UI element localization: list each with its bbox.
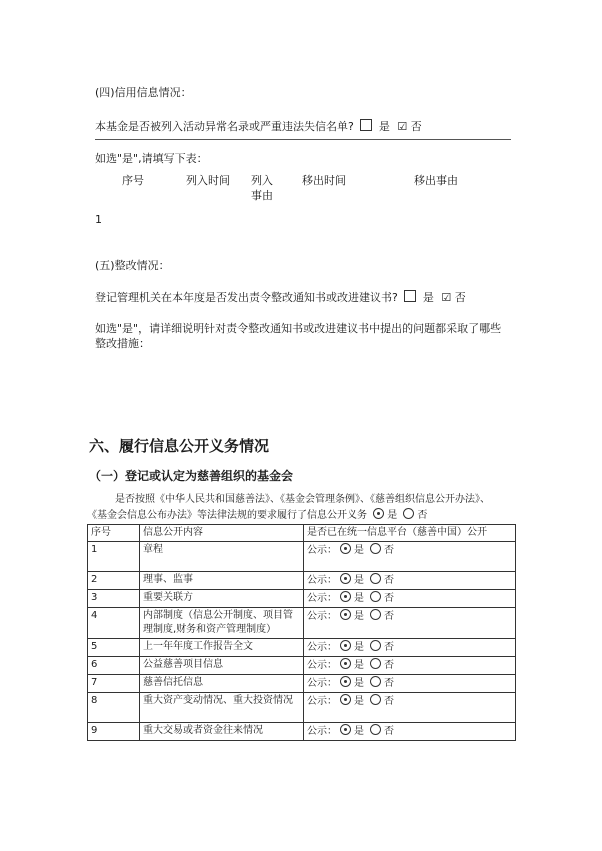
status-yes-label: 是 <box>354 611 364 622</box>
table-row <box>88 572 516 590</box>
section6-subtitle: （一）登记或认定为慈善组织的基金会 <box>89 469 294 483</box>
divider <box>95 139 511 140</box>
row-status <box>304 693 516 723</box>
row-status <box>304 572 516 590</box>
table-row <box>88 657 516 675</box>
row-content: 重大交易或者资金往来情况 <box>140 723 304 741</box>
credit-yes-checkbox[interactable] <box>360 119 372 131</box>
row-status <box>304 723 516 741</box>
status-prefix: 公示： <box>307 611 337 622</box>
credit-question: 本基金是否被列入活动异常名录或严重违法失信名单? <box>95 120 354 133</box>
rectification-question: 登记管理机关在本年度是否发出责令整改通知书或改进建议书? <box>95 291 398 304</box>
section6-title: 六、履行信息公开义务情况 <box>89 437 270 455</box>
credit-col-removed-reason: 移出事由 <box>414 174 458 187</box>
row-status <box>304 657 516 675</box>
status-yes-label: 是 <box>354 575 364 586</box>
row-content: 公益慈善项目信息 <box>140 657 304 675</box>
status-no-label: 否 <box>384 660 394 671</box>
rectification-no-check-icon[interactable]: ☑ <box>441 291 452 304</box>
table-row <box>88 590 516 608</box>
row-status <box>304 608 516 639</box>
row-no: 6 <box>88 657 140 675</box>
row-status <box>304 639 516 657</box>
table-body <box>88 542 516 741</box>
rectification-heading: (五)整改情况： <box>95 259 170 272</box>
status-yes-radio[interactable] <box>340 694 351 705</box>
intro-no-label: 否 <box>417 510 428 521</box>
status-no-label: 否 <box>384 642 394 653</box>
row-no: 2 <box>88 572 140 590</box>
rectification-note-line1: 如选"是"，请详细说明针对责令整改通知书或改进建议书中提出的问题都采取了哪些 <box>95 322 502 335</box>
credit-col-listed: 列入 <box>251 174 273 187</box>
credit-no-check-icon[interactable]: ☑ <box>397 120 408 133</box>
intro-yes-label: 是 <box>387 510 398 521</box>
status-no-radio[interactable] <box>370 658 381 669</box>
credit-row-index: 1 <box>95 213 102 226</box>
rectification-note-line2: 整改措施： <box>95 337 150 350</box>
credit-no-label: 否 <box>410 120 422 133</box>
status-prefix: 公示： <box>307 726 337 737</box>
row-content: 上一年年度工作报告全文 <box>140 639 304 657</box>
intro-yes-radio[interactable] <box>373 508 384 519</box>
status-no-label: 否 <box>384 611 394 622</box>
section6-intro-line2-wrap <box>87 508 427 523</box>
credit-col-listed-time: 列入时间 <box>186 174 230 187</box>
row-status <box>304 590 516 608</box>
status-yes-label: 是 <box>354 545 364 556</box>
credit-question-line <box>95 119 422 134</box>
status-no-label: 否 <box>384 575 394 586</box>
row-content: 理事、监事 <box>140 572 304 590</box>
col-header-no: 序号 <box>88 525 140 542</box>
status-no-radio[interactable] <box>370 543 381 554</box>
table-row <box>88 542 516 572</box>
status-no-radio[interactable] <box>370 694 381 705</box>
intro-no-radio[interactable] <box>403 508 414 519</box>
status-no-label: 否 <box>384 696 394 707</box>
table-row <box>88 608 516 639</box>
status-yes-label: 是 <box>354 696 364 707</box>
table-row <box>88 639 516 657</box>
row-no: 9 <box>88 723 140 741</box>
status-no-radio[interactable] <box>370 609 381 620</box>
row-no: 7 <box>88 675 140 693</box>
rectification-no-label: 否 <box>454 291 466 304</box>
section6-intro-line1: 是否按照《中华人民共和国慈善法》、《基金会管理条例》、《慈善组织信息公开办法》、 <box>115 494 490 505</box>
credit-col-index: 序号 <box>122 174 144 187</box>
status-no-label: 否 <box>384 726 394 737</box>
row-content: 慈善信托信息 <box>140 675 304 693</box>
row-no: 4 <box>88 608 140 639</box>
status-yes-radio[interactable] <box>340 573 351 584</box>
status-prefix: 公示： <box>307 642 337 653</box>
status-yes-radio[interactable] <box>340 591 351 602</box>
row-content: 章程 <box>140 542 304 572</box>
status-prefix: 公示： <box>307 696 337 707</box>
row-no: 1 <box>88 542 140 572</box>
status-no-label: 否 <box>384 678 394 689</box>
row-no: 3 <box>88 590 140 608</box>
row-no: 5 <box>88 639 140 657</box>
status-yes-radio[interactable] <box>340 543 351 554</box>
status-yes-radio[interactable] <box>340 640 351 651</box>
status-prefix: 公示： <box>307 678 337 689</box>
row-content: 内部制度（信息公开制度、项目管理制度,财务和资产管理制度） <box>140 608 304 639</box>
rectification-yes-label: 是 <box>422 291 434 304</box>
credit-heading: (四)信用信息情况： <box>95 86 192 99</box>
disclosure-table <box>87 524 516 741</box>
rectification-question-line <box>95 290 466 305</box>
row-status <box>304 675 516 693</box>
row-content: 重要关联方 <box>140 590 304 608</box>
status-no-label: 否 <box>384 593 394 604</box>
status-prefix: 公示： <box>307 575 337 586</box>
credit-col-reason: 事由 <box>251 189 273 202</box>
status-yes-radio[interactable] <box>340 676 351 687</box>
status-prefix: 公示： <box>307 545 337 556</box>
col-header-content: 信息公开内容 <box>140 525 304 542</box>
status-yes-label: 是 <box>354 593 364 604</box>
credit-yes-label: 是 <box>378 120 390 133</box>
status-yes-radio[interactable] <box>340 658 351 669</box>
row-status <box>304 542 516 572</box>
status-no-radio[interactable] <box>370 573 381 584</box>
status-no-radio[interactable] <box>370 640 381 651</box>
row-no: 8 <box>88 693 140 723</box>
status-yes-radio[interactable] <box>340 724 351 735</box>
status-yes-radio[interactable] <box>340 609 351 620</box>
table-header-row <box>88 525 516 542</box>
status-yes-label: 是 <box>354 726 364 737</box>
table-row <box>88 693 516 723</box>
col-header-status: 是否已在统一信息平台（慈善中国）公开 <box>304 525 516 542</box>
rectification-yes-checkbox[interactable] <box>404 290 416 302</box>
status-yes-label: 是 <box>354 660 364 671</box>
status-yes-label: 是 <box>354 642 364 653</box>
status-yes-label: 是 <box>354 678 364 689</box>
status-no-radio[interactable] <box>370 724 381 735</box>
credit-col-removed-time: 移出时间 <box>302 174 346 187</box>
section6-intro-line2: 《基金会信息公布办法》等法律法规的要求履行了信息公开义务 <box>87 510 367 521</box>
credit-note: 如选"是",请填写下表： <box>95 152 208 165</box>
status-no-radio[interactable] <box>370 676 381 687</box>
status-prefix: 公示： <box>307 593 337 604</box>
table-row <box>88 723 516 741</box>
status-no-label: 否 <box>384 545 394 556</box>
table-row <box>88 675 516 693</box>
row-content: 重大资产变动情况、重大投资情况 <box>140 693 304 723</box>
status-prefix: 公示： <box>307 660 337 671</box>
status-no-radio[interactable] <box>370 591 381 602</box>
